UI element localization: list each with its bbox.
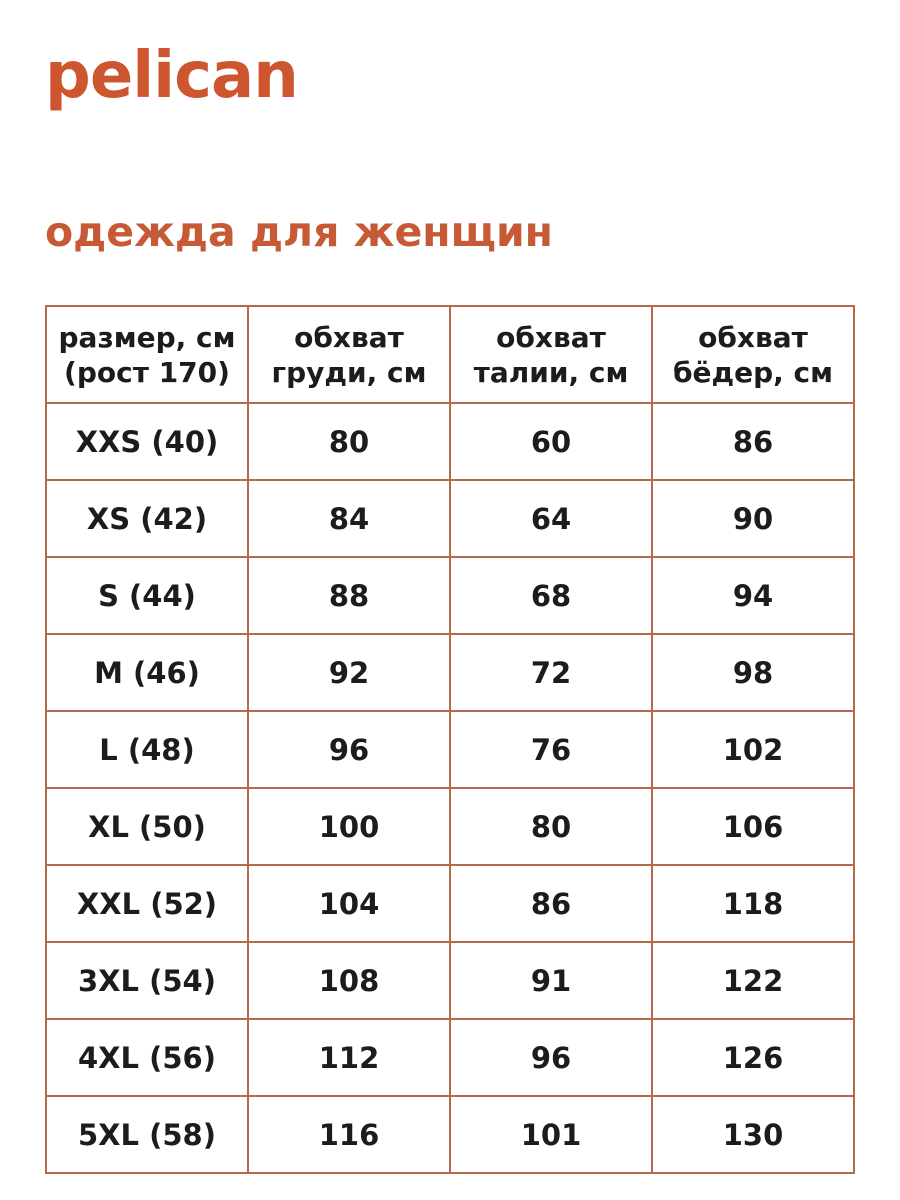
size-table <box>45 305 855 1174</box>
table-row <box>46 942 854 1019</box>
size-table-body <box>46 403 854 1173</box>
header-line: обхват <box>698 320 808 354</box>
size-cell: XXS (40) <box>46 403 248 480</box>
measurement-cell: 118 <box>652 865 854 942</box>
header-cell-size <box>46 306 248 403</box>
table-row <box>46 1019 854 1096</box>
measurement-cell: 86 <box>652 403 854 480</box>
header-line: обхват <box>496 320 606 354</box>
table-row <box>46 711 854 788</box>
measurement-cell: 112 <box>248 1019 450 1096</box>
measurement-cell: 98 <box>652 634 854 711</box>
measurement-cell: 84 <box>248 480 450 557</box>
header-cell-chest <box>248 306 450 403</box>
header-line: груди, см <box>271 355 427 389</box>
measurement-cell: 72 <box>450 634 652 711</box>
measurement-cell: 100 <box>248 788 450 865</box>
measurement-cell: 106 <box>652 788 854 865</box>
measurement-cell: 90 <box>652 480 854 557</box>
header-line: (рост 170) <box>64 355 230 389</box>
size-table-header <box>46 306 854 403</box>
measurement-cell: 80 <box>248 403 450 480</box>
measurement-cell: 60 <box>450 403 652 480</box>
measurement-cell: 91 <box>450 942 652 1019</box>
size-cell: M (46) <box>46 634 248 711</box>
size-cell: XS (42) <box>46 480 248 557</box>
table-row <box>46 557 854 634</box>
header-row <box>46 306 854 403</box>
measurement-cell: 101 <box>450 1096 652 1173</box>
header-line: обхват <box>294 320 404 354</box>
measurement-cell: 108 <box>248 942 450 1019</box>
table-row <box>46 634 854 711</box>
measurement-cell: 104 <box>248 865 450 942</box>
measurement-cell: 130 <box>652 1096 854 1173</box>
header-cell-waist <box>450 306 652 403</box>
table-row <box>46 480 854 557</box>
measurement-cell: 126 <box>652 1019 854 1096</box>
header-line: талии, см <box>473 355 629 389</box>
size-cell: 5XL (58) <box>46 1096 248 1173</box>
measurement-cell: 122 <box>652 942 854 1019</box>
measurement-cell: 96 <box>248 711 450 788</box>
measurement-cell: 68 <box>450 557 652 634</box>
size-cell: S (44) <box>46 557 248 634</box>
measurement-cell: 92 <box>248 634 450 711</box>
size-cell: 4XL (56) <box>46 1019 248 1096</box>
header-line: размер, см <box>58 320 236 354</box>
table-row <box>46 1096 854 1173</box>
measurement-cell: 86 <box>450 865 652 942</box>
measurement-cell: 96 <box>450 1019 652 1096</box>
measurement-cell: 94 <box>652 557 854 634</box>
table-row <box>46 865 854 942</box>
pelican-logo: pelican <box>45 39 298 113</box>
measurement-cell: 116 <box>248 1096 450 1173</box>
size-cell: L (48) <box>46 711 248 788</box>
measurement-cell: 88 <box>248 557 450 634</box>
size-cell: 3XL (54) <box>46 942 248 1019</box>
measurement-cell: 76 <box>450 711 652 788</box>
table-row <box>46 403 854 480</box>
size-cell: XL (50) <box>46 788 248 865</box>
measurement-cell: 80 <box>450 788 652 865</box>
page-title: одежда для женщин <box>45 208 553 256</box>
header-cell-hips <box>652 306 854 403</box>
size-cell: XXL (52) <box>46 865 248 942</box>
header-line: бёдер, см <box>672 355 834 389</box>
measurement-cell: 64 <box>450 480 652 557</box>
measurement-cell: 102 <box>652 711 854 788</box>
table-row <box>46 788 854 865</box>
